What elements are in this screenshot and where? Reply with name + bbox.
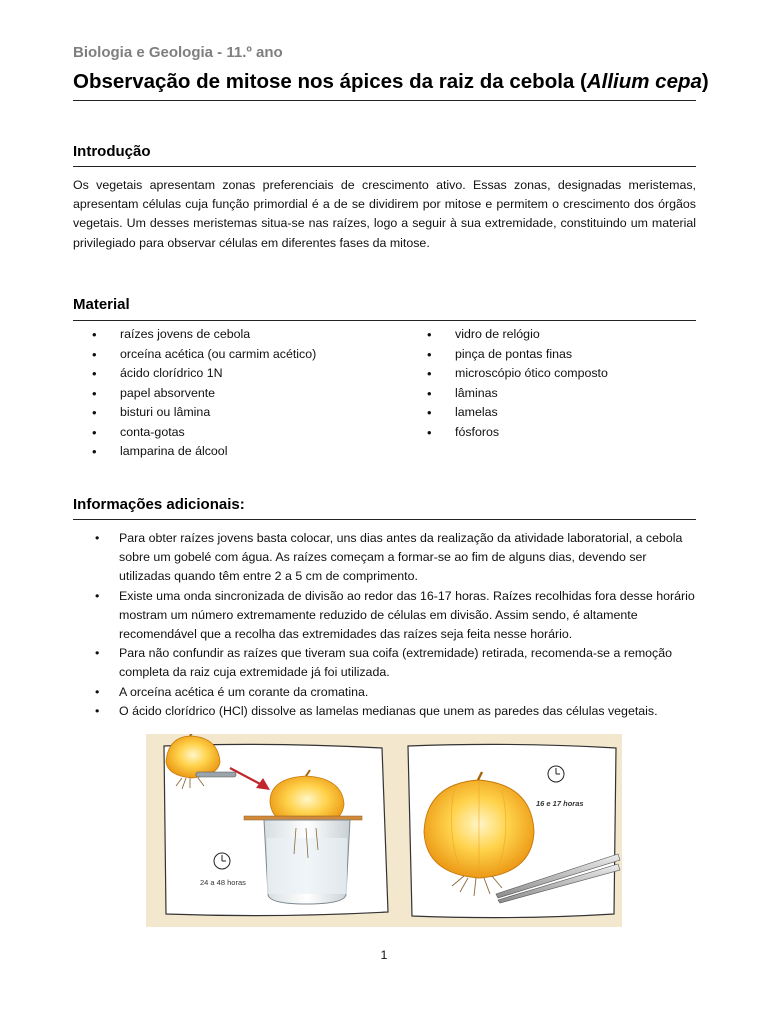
material-item: • ácido clorídrico 1N bbox=[92, 364, 316, 384]
material-item: • fósforos bbox=[427, 423, 608, 443]
material-item: • lamparina de álcool bbox=[92, 442, 316, 462]
onion-setup-illustration bbox=[146, 734, 622, 927]
title-divider bbox=[73, 100, 696, 101]
title-end: ) bbox=[701, 70, 709, 93]
material-item: • papel absorvente bbox=[92, 384, 316, 404]
material-list-right bbox=[427, 325, 608, 442]
clock-icon-right bbox=[548, 766, 564, 782]
page-title bbox=[73, 70, 709, 94]
material-divider bbox=[73, 320, 696, 321]
label-24-48-hours: 24 a 48 horas bbox=[200, 878, 246, 887]
material-item: • pinça de pontas finas bbox=[427, 345, 608, 365]
info-item: • O ácido clorídrico (HCl) dissolve as lamelas medianas que unem as paredes das células vegetais. bbox=[95, 702, 695, 721]
title-main: Observação de mitose nos ápices da raiz da cebola ( bbox=[73, 70, 587, 93]
info-item: • Para obter raízes jovens basta colocar, uns dias antes da realização da atividade laboratorial, a cebola sobre um gobelé com água. As raízes começam a formar-se ao fim de alguns dias, devendo ser utilizadas quando têm entre 2 a 5 cm de comprimento. bbox=[95, 529, 695, 587]
intro-divider bbox=[73, 166, 696, 167]
illustration-svg bbox=[146, 734, 622, 927]
material-item: • orceína acética (ou carmim acético) bbox=[92, 345, 316, 365]
material-item: • bisturi ou lâmina bbox=[92, 403, 316, 423]
info-list bbox=[95, 529, 695, 721]
title-species: Allium cepa bbox=[586, 70, 702, 93]
material-item: • microscópio ótico composto bbox=[427, 364, 608, 384]
intro-paragraph: Os vegetais apresentam zonas preferenciais de crescimento ativo. Essas zonas, designadas meristemas, apresentam células cuja função primordial é a de se dividirem por mitose e permitem o crescimento dos órgãos vegetais. Um desses meristemas situa-se nas raízes, logo a seguir à sua extremidade, constituindo um material privilegiado para observar células em diferentes fases da mitose. bbox=[73, 178, 696, 250]
info-item: • Existe uma onda sincronizada de divisão ao redor das 16-17 horas. Raízes recolhidas fora desse horário mostram um número extremamente reduzido de células em divisão. Assim sendo, é altamente recomendável que a recolha das extremidades das raízes seja feita nesse horário. bbox=[95, 587, 695, 645]
material-item: • conta-gotas bbox=[92, 423, 316, 443]
info-item: • A orceína acética é um corante da cromatina. bbox=[95, 683, 695, 702]
material-list-left bbox=[92, 325, 316, 462]
material-heading: Material bbox=[73, 296, 130, 313]
subject-header: Biologia e Geologia - 11.º ano bbox=[73, 44, 283, 61]
info-item: • Para não confundir as raízes que tiveram sua coifa (extremidade) retirada, recomenda-se a remoção completa da raiz cuja extremidade já foi utilizada. bbox=[95, 644, 695, 682]
clock-icon-left bbox=[214, 853, 230, 869]
material-item: • lamelas bbox=[427, 403, 608, 423]
material-item: • lâminas bbox=[427, 384, 608, 404]
intro-heading: Introdução bbox=[73, 143, 151, 160]
label-16-17-hours: 16 e 17 horas bbox=[536, 799, 584, 808]
material-item: • raízes jovens de cebola bbox=[92, 325, 316, 345]
info-divider bbox=[73, 519, 696, 520]
material-item: • vidro de relógio bbox=[427, 325, 608, 345]
info-heading: Informações adicionais: bbox=[73, 496, 245, 513]
page-number: 1 bbox=[380, 948, 388, 962]
